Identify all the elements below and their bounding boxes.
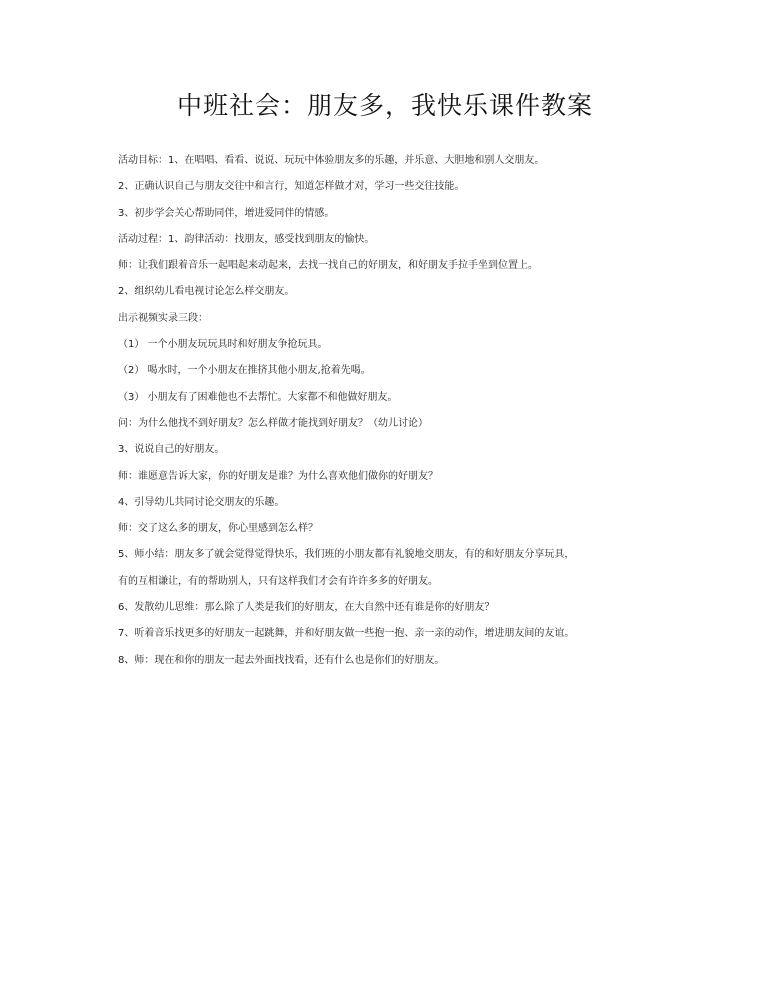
list-item: （1） 一个小朋友玩玩具时和好朋友争抢玩具。 — [118, 339, 328, 351]
paragraph: 有的互相谦让，有的帮助别人，只有这样我们才会有许许多多的好朋友。 — [118, 575, 438, 587]
paragraph: 出示视频实录三段： — [118, 312, 208, 324]
paragraph: 师：谁愿意告诉大家，你的好朋友是谁？为什么喜欢他们做你的好朋友？ — [118, 470, 438, 482]
paragraph: 问：为什么他找不到好朋友？怎么样做才能找到好朋友？（幼儿讨论） — [118, 417, 428, 429]
paragraph: 师：交了这么多的朋友，你心里感到怎么样？ — [118, 523, 318, 535]
paragraph: 6、发散幼儿思维：那么除了人类是我们的好朋友，在大自然中还有谁是你的好朋友？ — [118, 602, 495, 614]
document-title: 中班社会：朋友多，我快乐课件教案 — [176, 91, 593, 120]
paragraph: 4、引导幼儿共同讨论交朋友的乐趣。 — [118, 496, 285, 508]
paragraph: 活动过程：1、韵律活动：找朋友，感受找到朋友的愉快。 — [118, 233, 375, 245]
paragraph: 3、说说自己的好朋友。 — [118, 444, 225, 456]
document-body — [118, 148, 658, 674]
paragraph: 7、听着音乐找更多的好朋友一起跳舞，并和好朋友做一些抱一抱、亲一亲的动作，增进朋友间的友谊。 — [118, 628, 575, 640]
paragraph: 2、组织幼儿看电视讨论怎么样交朋友。 — [118, 286, 295, 298]
list-item: （3） 小朋友有了困难他也不去帮忙。大家都不和他做好朋友。 — [118, 391, 398, 403]
paragraph: 师：让我们跟着音乐一起唱起来动起来，去找一找自己的好朋友，和好朋友手拉手坐到位置上。 — [118, 260, 538, 272]
paragraph: 8、师：现在和你的朋友一起去外面找找看，还有什么也是你们的好朋友。 — [118, 654, 445, 666]
paragraph: 2、正确认识自己与朋友交往中和言行，知道怎样做才对，学习一些交往技能。 — [118, 181, 465, 193]
list-item: （2） 喝水时，一个小朋友在推挤其他小朋友,抢着先喝。 — [118, 365, 371, 377]
paragraph: 5、师小结：朋友多了就会觉得觉得快乐，我们班的小朋友都有礼貌地交朋友，有的和好朋友分享玩具， — [118, 549, 575, 561]
paragraph: 3、初步学会关心帮助同伴，增进爱同伴的情感。 — [118, 207, 335, 219]
paragraph: 活动目标：1、在唱唱、看看、说说、玩玩中体验朋友多的乐趣，并乐意、大胆地和别人交朋友。 — [118, 155, 545, 166]
